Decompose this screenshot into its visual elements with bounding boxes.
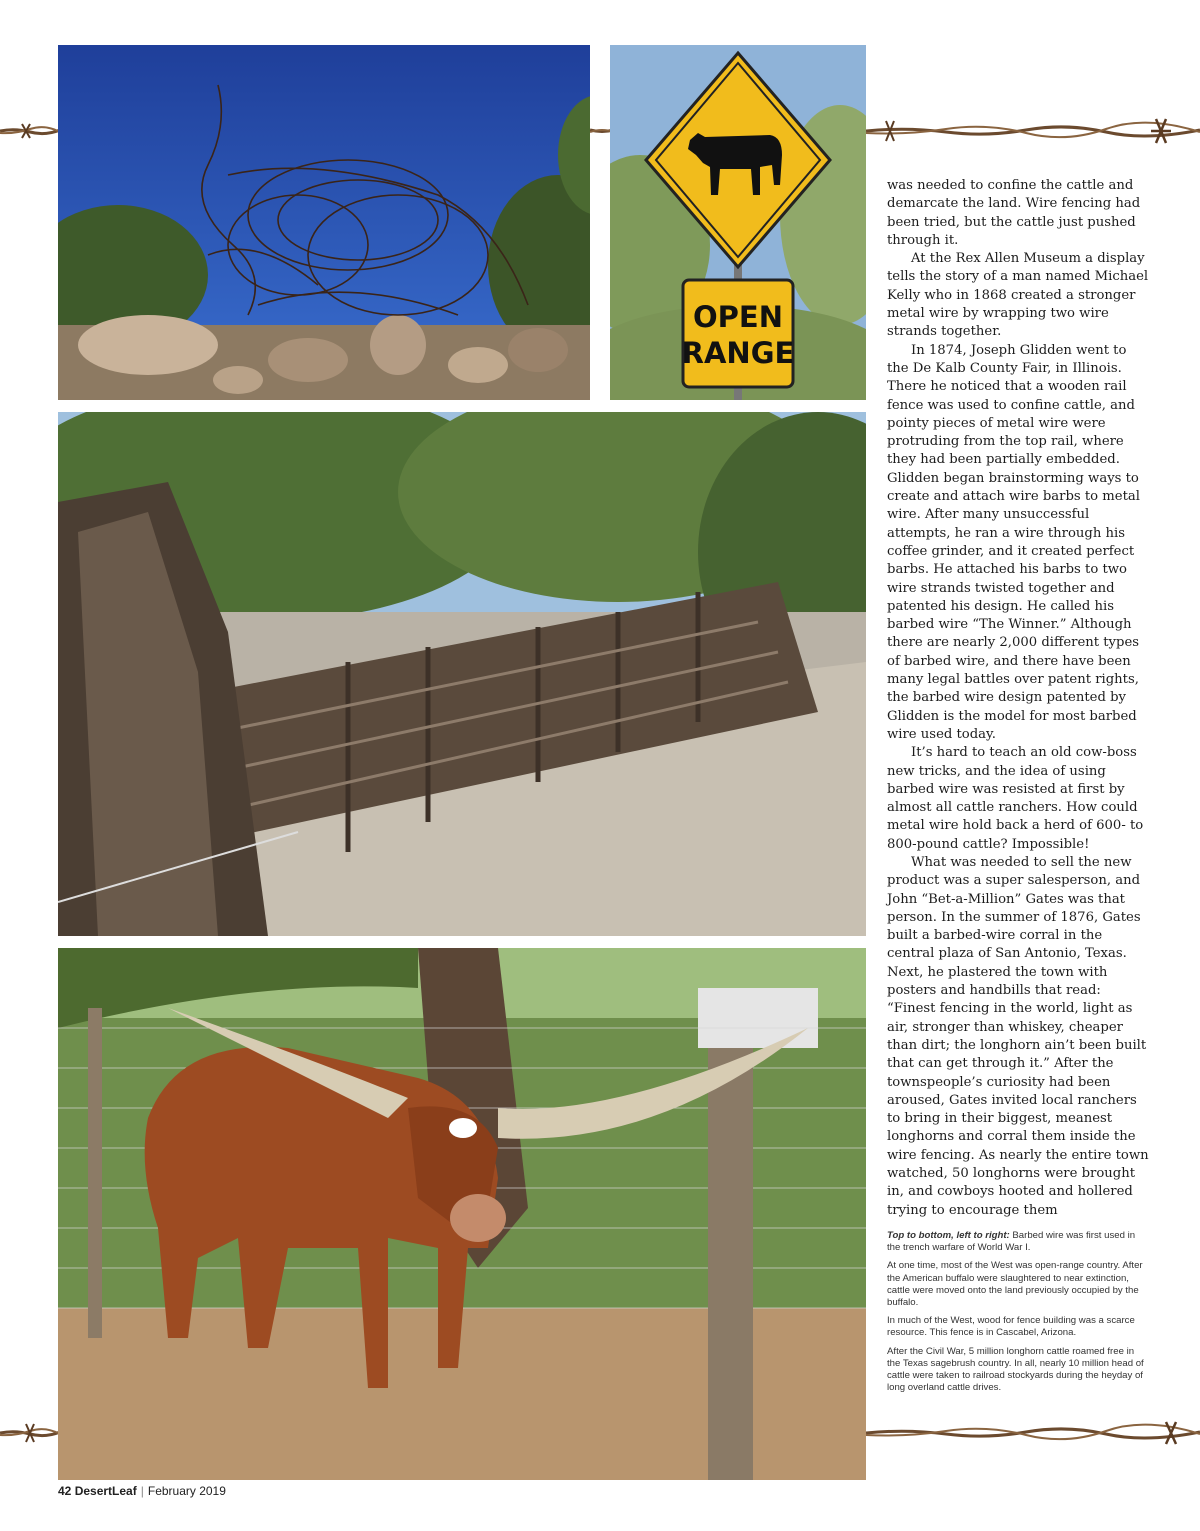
article-paragraph: What was needed to sell the new product was a super salesperson, and John “Bet-a-Million” Gates was that person. In the summer of 1876, Gates built a barbed-wire corral in the central plaza of San Antonio, Texas. Next, he plastered the town with posters and handbills that read: “Finest fencing in the world, light as air, stronger than whiskey, cheaper than dirt; the longhorn ain’t been built that can get through it.” After the townspeople’s curiosity had been aroused, Gates invited local ranchers to bring in their biggest, meanest longhorns and corral them inside the wire fencing. As nearly the entire town watched, 50 longhorns were brought in, and cowboys hooted and hollered trying to encourage them <box>887 854 1149 1218</box>
barbed-wire-decoration-left-top <box>0 116 60 146</box>
photo-captions <box>887 1230 1149 1400</box>
barbed-wire-decoration-left-bottom <box>0 1418 60 1448</box>
photo-longhorn <box>58 948 866 1480</box>
issue-date: February 2019 <box>147 1484 226 1498</box>
barbed-wire-decoration-right-top <box>866 116 1200 146</box>
article-paragraph: was needed to confine the cattle and demarcate the land. Wire fencing had been tried, but the cattle just pushed through it. <box>887 178 1141 248</box>
sign-text-range: RANGE <box>681 336 795 370</box>
photo-open-range-sign <box>610 45 866 400</box>
photo-barbed-wire <box>58 45 590 400</box>
caption-item: At one time, most of the West was open-range country. After the American buffalo were slaughtered to near extinction, cattle were moved onto the land previously occupied by the buffalo. <box>887 1260 1143 1309</box>
sign-text-open: OPEN <box>693 300 783 334</box>
caption-item: After the Civil War, 5 million longhorn cattle roamed free in the Texas sagebrush country. In all, nearly 10 million head of cattle were taken to railroad stockyards during the heyday of long overland cattle drives. <box>887 1345 1144 1394</box>
footer-separator: | <box>140 1484 144 1498</box>
article-paragraph: At the Rex Allen Museum a display tells the story of a man named Michael Kelly who in 1868 created a stronger metal wire by wrapping two wire strands together. <box>887 251 1149 340</box>
article-paragraph: It’s hard to teach an old cow-boss new tricks, and the idea of using barbed wire was resisted at first by almost all cattle ranchers. How could metal wire hold back a herd of 600- to 800-pound cattle? Impossible! <box>887 745 1144 852</box>
barbed-wire-decoration-right-bottom <box>866 1418 1200 1448</box>
photo-wood-fence <box>58 412 866 936</box>
page-footer <box>58 1484 226 1498</box>
page-number: 42 <box>58 1484 72 1498</box>
magazine-name: DesertLeaf <box>74 1484 137 1498</box>
article-body <box>887 177 1149 1220</box>
caption-lead: Top to bottom, left to right: <box>887 1230 1010 1241</box>
article-paragraph: In 1874, Joseph Glidden went to the De Kalb County Fair, in Illinois. There he noticed that a wooden rail fence was used to confine cattle, and pointy pieces of metal wire were protruding from the top rail, where they had been partially embedded. Glidden began brainstorming ways to create and attach wire barbs to metal wire. After many unsuccessful attempts, he ran a wire through his coffee grinder, and it created perfect barbs. He attached his barbs to two wire strands twisted together and patented his design. He called his barbed wire “The Winner.” Although there are nearly 2,000 different types of barbed wire, and there have been many legal battles over patent rights, the barbed wire design patented by Glidden is the model for most barbed wire used today. <box>887 342 1140 742</box>
caption-text: Barbed wire was first used in the trench warfare of World War I. <box>887 1230 1136 1254</box>
caption-item: In much of the West, wood for fence building was a scarce resource. This fence is in Cascabel, Arizona. <box>887 1315 1135 1339</box>
caption-item <box>887 1230 1149 1254</box>
